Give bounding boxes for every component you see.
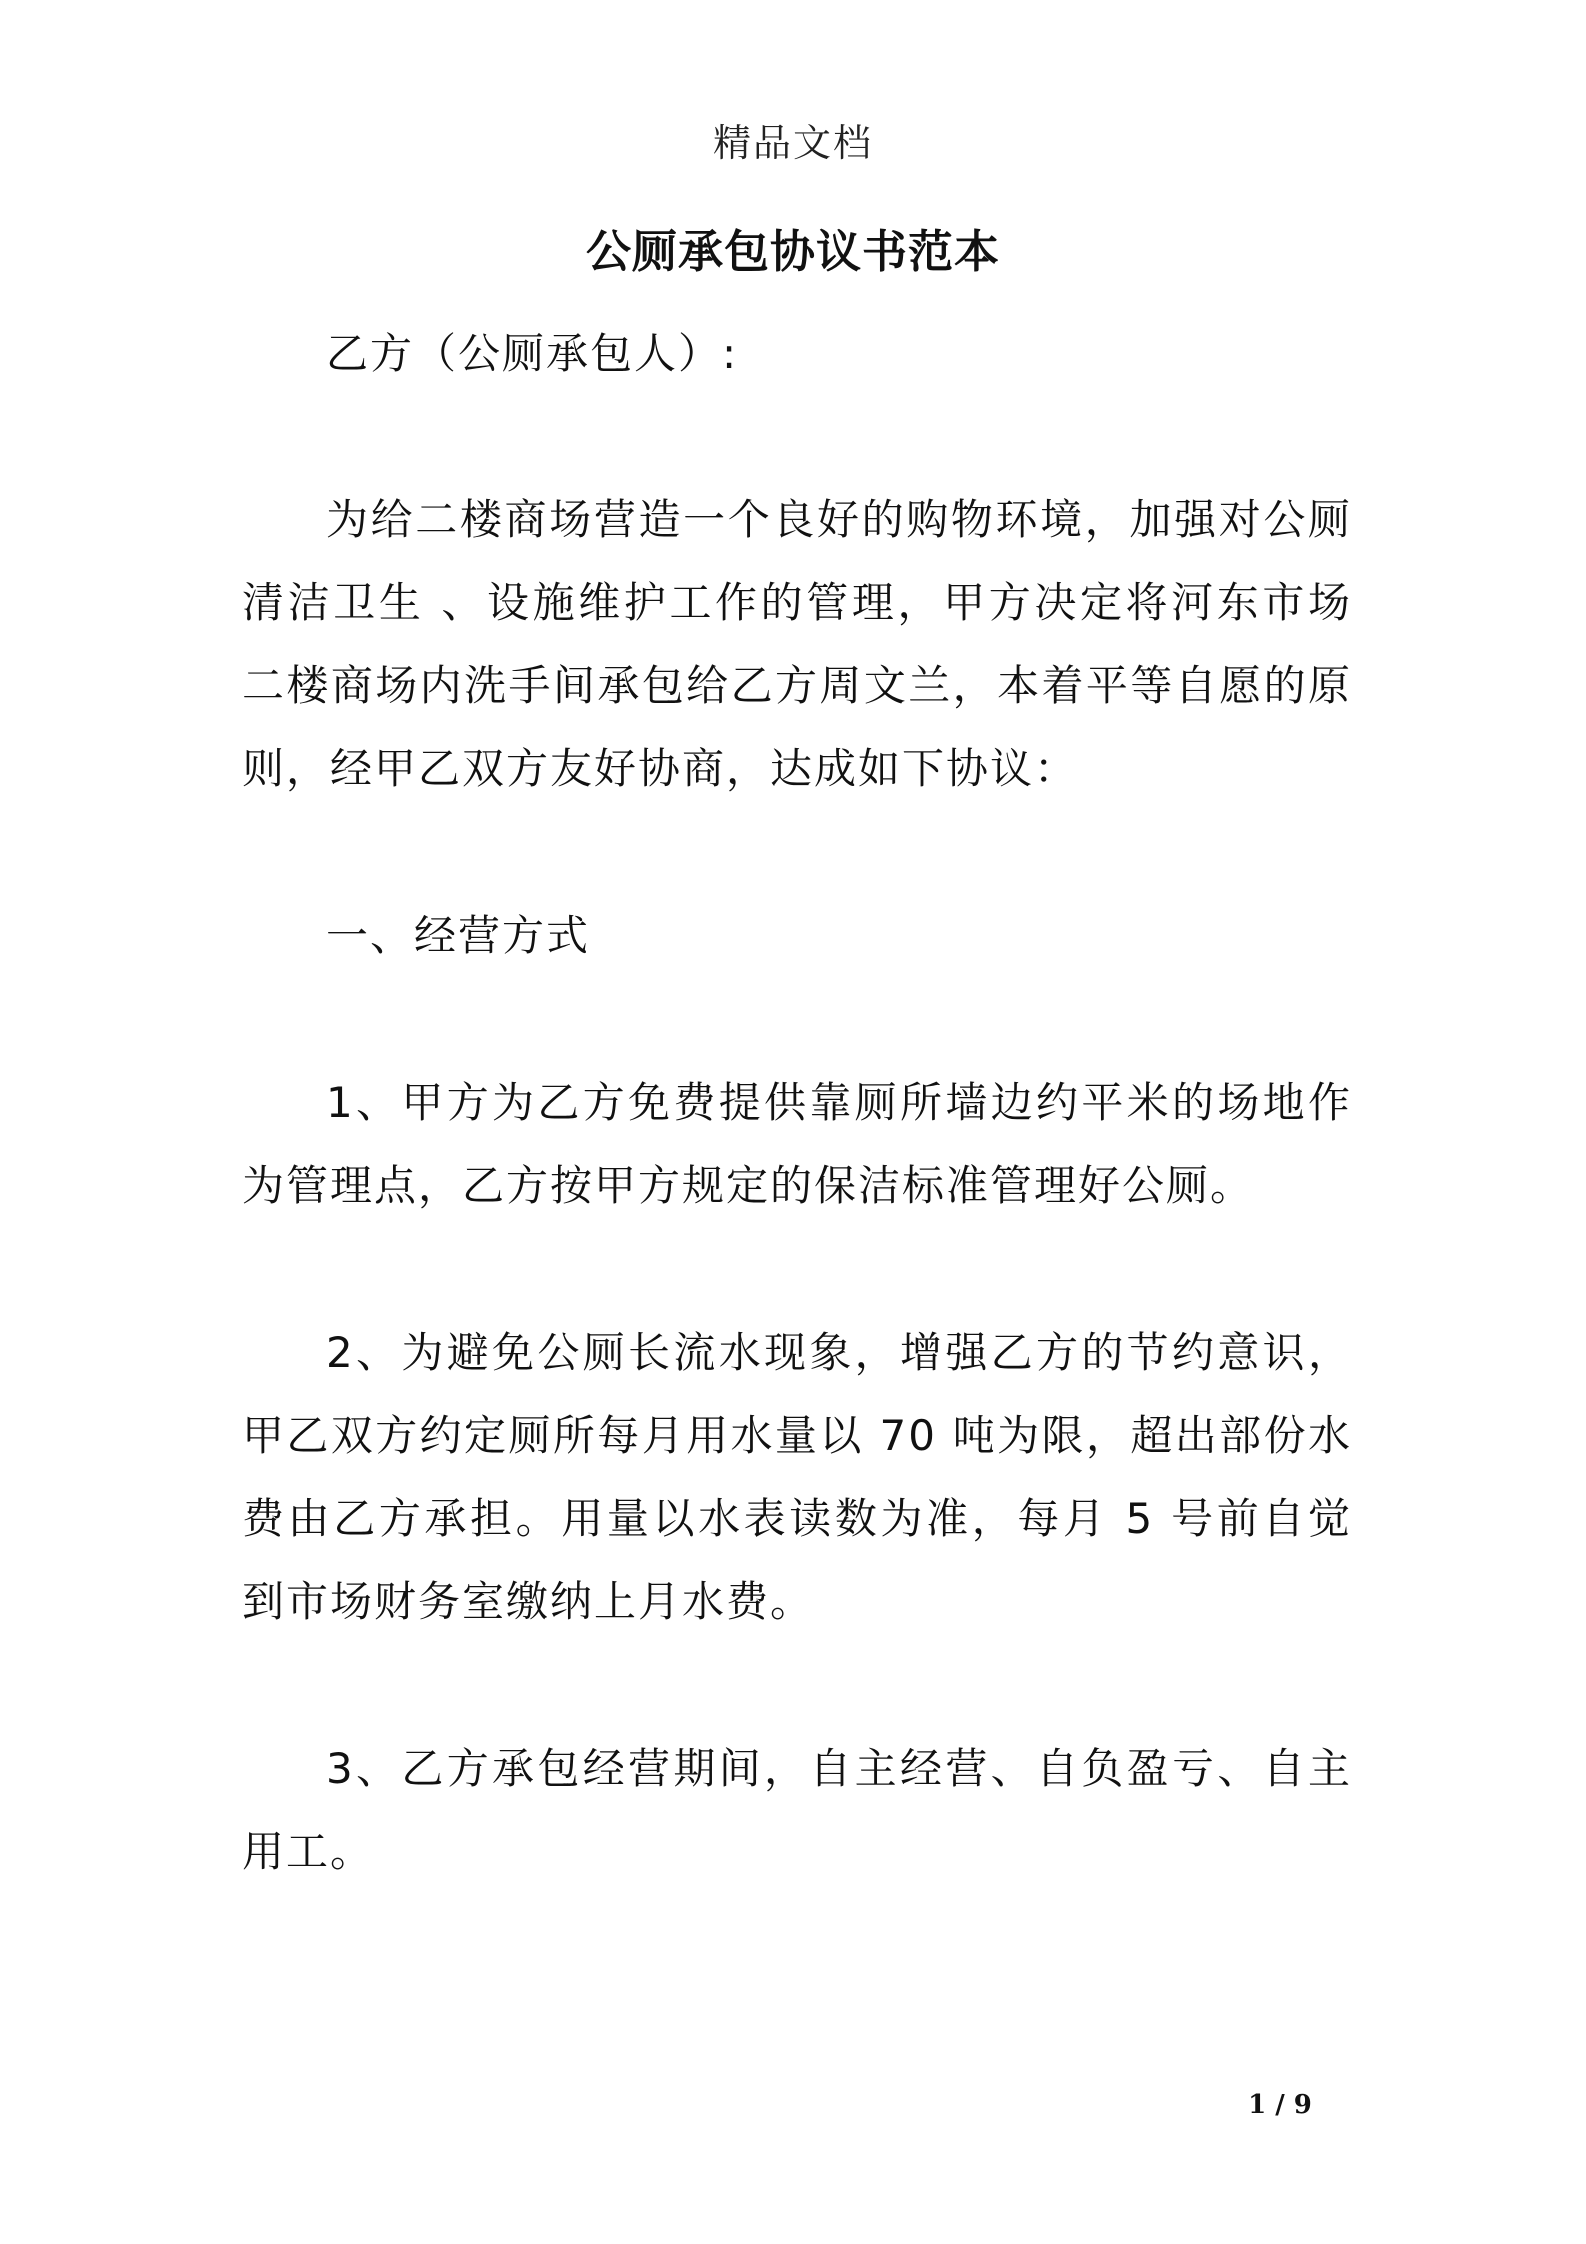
clause-item-2: 2、为避免公厕长流水现象，增强乙方的节约意识，甲乙双方约定厕所每月用水量以 70 吨为限，超出部份水费由乙方承担。用量以水表读数为准，每月 5 号前自觉到市场财务室缴纳上月水费。 bbox=[242, 1328, 1352, 1626]
intro-paragraph: 为给二楼商场营造一个良好的购物环境，加强对公厕清洁卫生 、设施维护工作的管理，甲方决定将河东市场二楼商场内洗手间承包给乙方周文兰，本着平等自愿的原则，经甲乙双方友好协商，达成如下协议： bbox=[242, 495, 1352, 793]
page-header-watermark: 精品文档 bbox=[712, 121, 873, 165]
document-title: 公厕承包协议书范本 bbox=[585, 225, 1000, 278]
page-number: 1 / 9 bbox=[1248, 2090, 1312, 2120]
clause-item-3: 3、乙方承包经营期间，自主经营、自负盈亏、自主用工。 bbox=[242, 1744, 1352, 1876]
section-heading-business-mode: 一、经营方式 bbox=[326, 911, 591, 960]
party-b-line: 乙方（公厕承包人）: bbox=[326, 329, 739, 378]
clause-item-1: 1、甲方为乙方免费提供靠厕所墙边约平米的场地作为管理点，乙方按甲方规定的保洁标准管理好公厕。 bbox=[242, 1078, 1352, 1210]
